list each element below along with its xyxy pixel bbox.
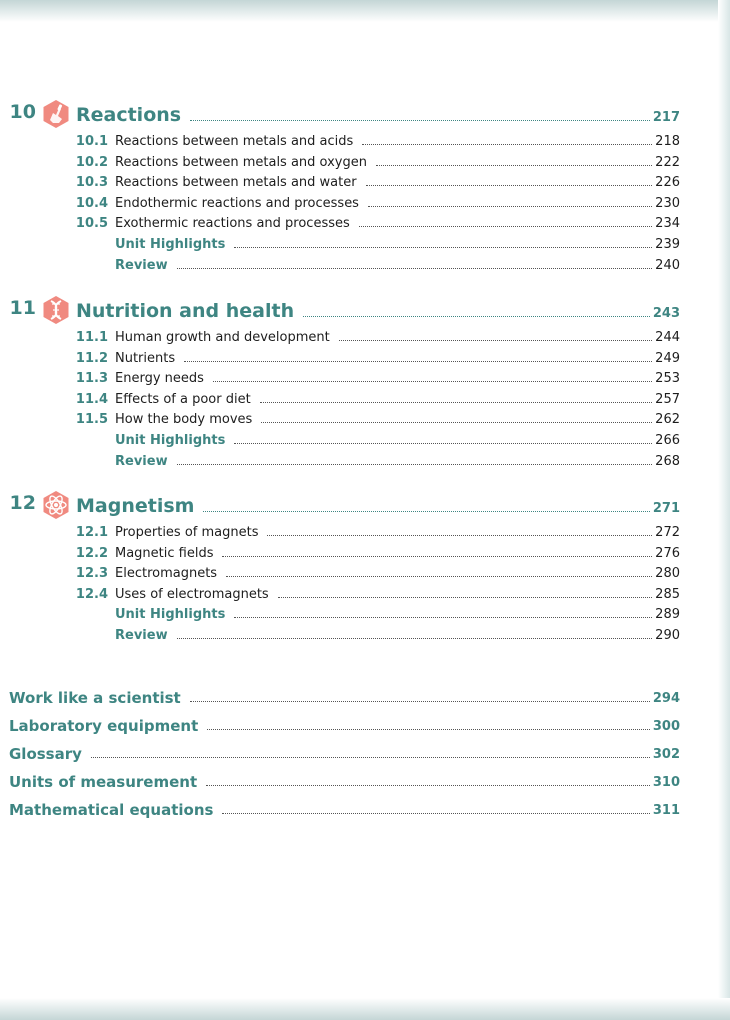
entry-page-number: 289 xyxy=(655,607,680,623)
dot-leader xyxy=(190,119,650,121)
unit-number: 10 xyxy=(9,101,36,123)
unit-12-section xyxy=(0,490,730,647)
dot-leader xyxy=(213,380,652,382)
entry-title: Endothermic reactions and processes xyxy=(115,195,359,211)
entry-number: 11.1 xyxy=(75,330,108,345)
entry-title: Magnetic fields xyxy=(115,545,214,561)
dot-leader xyxy=(234,246,652,248)
toc-entry-12-unit-highlights[interactable] xyxy=(0,605,730,626)
toc-entry-11-2[interactable] xyxy=(0,349,730,370)
entry-page-number: 226 xyxy=(655,175,680,191)
dot-leader xyxy=(339,339,652,341)
entry-title: Review xyxy=(115,257,168,273)
back-matter-title: Glossary xyxy=(9,745,82,763)
toc-entry-11-unit-highlights[interactable] xyxy=(0,431,730,452)
toc-entry-10-2[interactable] xyxy=(0,153,730,174)
entry-title: Exothermic reactions and processes xyxy=(115,216,350,232)
entry-number: 12.4 xyxy=(75,586,108,602)
dot-leader xyxy=(184,360,652,362)
entry-title: Electromagnets xyxy=(115,566,218,582)
entry-page-number: 290 xyxy=(655,627,680,643)
unit-number: 11 xyxy=(9,297,36,319)
toc-entry-11-1[interactable] xyxy=(0,328,730,349)
entry-number: 11.5 xyxy=(75,412,108,428)
entry-number: 10.2 xyxy=(75,154,108,170)
toc-entry-10-review[interactable] xyxy=(0,256,730,277)
toc-entry-10-unit-highlights[interactable] xyxy=(0,235,730,256)
entry-page-number: 280 xyxy=(655,566,680,582)
dot-leader xyxy=(362,143,652,145)
entry-title: Unit Highlights xyxy=(115,236,226,252)
back-matter-section xyxy=(0,686,730,826)
entry-page-number: 253 xyxy=(655,371,680,387)
dot-leader xyxy=(177,267,653,269)
dot-leader xyxy=(91,756,650,758)
dot-leader xyxy=(206,784,650,786)
toc-entry-12-1[interactable] xyxy=(0,523,730,544)
dot-leader xyxy=(226,575,652,577)
page-bottom-edge xyxy=(0,998,730,1020)
back-matter-page-number: 311 xyxy=(652,803,680,818)
toc-entry-12-2[interactable] xyxy=(0,544,730,565)
entry-number: 11.3 xyxy=(75,371,108,387)
entry-title: Review xyxy=(115,453,168,469)
entry-number: 11.2 xyxy=(75,350,108,366)
entry-title: Effects of a poor diet xyxy=(115,391,251,407)
unit-heading[interactable] xyxy=(0,99,730,129)
entry-page-number: 285 xyxy=(655,586,680,602)
entry-page-number: 268 xyxy=(655,453,680,469)
unit-11-section xyxy=(0,295,730,472)
dot-leader xyxy=(303,315,650,317)
unit-page-number: 271 xyxy=(652,501,680,516)
dot-leader xyxy=(260,401,652,403)
dot-leader xyxy=(177,637,653,639)
unit-page-number: 217 xyxy=(652,110,680,125)
toc-entry-units-of-measurement[interactable] xyxy=(0,770,730,798)
toc-entry-10-5[interactable] xyxy=(0,214,730,235)
dot-leader xyxy=(359,225,652,227)
entry-title: Nutrients xyxy=(115,350,176,366)
entry-title: Reactions between metals and acids xyxy=(115,134,354,149)
dot-leader xyxy=(267,534,652,536)
back-matter-title: Laboratory equipment xyxy=(9,717,199,735)
unit-number: 12 xyxy=(9,492,36,514)
toc-entry-10-1[interactable] xyxy=(0,132,730,153)
dot-leader xyxy=(222,555,652,557)
dot-leader xyxy=(207,728,650,730)
unit-heading[interactable] xyxy=(0,295,730,325)
entry-page-number: 272 xyxy=(655,525,680,540)
toc-entry-10-4[interactable] xyxy=(0,194,730,215)
toc-entry-11-4[interactable] xyxy=(0,390,730,411)
toc-entry-laboratory-equipment[interactable] xyxy=(0,714,730,742)
entry-number: 11.4 xyxy=(75,391,108,407)
dot-leader xyxy=(376,164,652,166)
entry-number: 10.4 xyxy=(75,195,108,211)
toc-entry-10-3[interactable] xyxy=(0,173,730,194)
dot-leader xyxy=(234,616,652,618)
entry-title: Unit Highlights xyxy=(115,432,226,448)
back-matter-page-number: 310 xyxy=(652,775,680,790)
toc-entry-glossary[interactable] xyxy=(0,742,730,770)
unit-page-number: 243 xyxy=(652,306,680,321)
entry-page-number: 249 xyxy=(655,350,680,366)
back-matter-page-number: 302 xyxy=(652,747,680,762)
entry-page-number: 230 xyxy=(655,195,680,211)
unit-title: Nutrition and health xyxy=(76,300,295,322)
dot-leader xyxy=(190,700,650,702)
dot-leader xyxy=(234,442,652,444)
entry-page-number: 240 xyxy=(655,257,680,273)
dot-leader xyxy=(366,184,653,186)
back-matter-page-number: 294 xyxy=(652,691,680,706)
back-matter-page-number: 300 xyxy=(652,719,680,734)
entry-number: 10.5 xyxy=(75,216,108,232)
entry-page-number: 266 xyxy=(655,432,680,448)
dna-icon xyxy=(41,295,71,325)
toc-entry-11-5[interactable] xyxy=(0,410,730,431)
dot-leader xyxy=(368,205,652,207)
atom-icon xyxy=(41,490,71,520)
entry-page-number: 234 xyxy=(655,216,680,232)
toc-entry-mathematical-equations[interactable] xyxy=(0,798,730,826)
entry-number: 10.1 xyxy=(75,134,108,149)
entry-page-number: 276 xyxy=(655,545,680,561)
unit-title: Reactions xyxy=(76,104,182,126)
toc-entry-12-3[interactable] xyxy=(0,564,730,585)
entry-page-number: 222 xyxy=(655,154,680,170)
entry-page-number: 244 xyxy=(655,330,680,345)
reactions-hand-icon xyxy=(41,99,71,129)
back-matter-title: Work like a scientist xyxy=(9,689,181,707)
toc-entry-12-4[interactable] xyxy=(0,585,730,606)
toc-entry-work-like-a-scientist[interactable] xyxy=(0,686,730,714)
back-matter-title: Units of measurement xyxy=(9,773,198,791)
entry-page-number: 218 xyxy=(655,134,680,149)
dot-leader xyxy=(278,596,652,598)
unit-title: Magnetism xyxy=(76,495,195,517)
entry-title: Reactions between metals and water xyxy=(115,175,357,191)
dot-leader xyxy=(177,463,653,465)
entry-title: Reactions between metals and oxygen xyxy=(115,154,367,170)
entry-title: Review xyxy=(115,627,168,643)
dot-leader xyxy=(222,812,649,814)
back-matter-title: Mathematical equations xyxy=(9,801,214,819)
dot-leader xyxy=(261,421,652,423)
entry-title: Human growth and development xyxy=(115,330,330,345)
entry-page-number: 239 xyxy=(655,236,680,252)
entry-number: 12.3 xyxy=(75,566,108,582)
entry-page-number: 262 xyxy=(655,412,680,428)
entry-number: 12.1 xyxy=(75,525,108,540)
entry-number: 10.3 xyxy=(75,175,108,191)
entry-page-number: 257 xyxy=(655,391,680,407)
unit-10-section xyxy=(0,99,730,276)
entry-title: How the body moves xyxy=(115,412,253,428)
entry-title: Unit Highlights xyxy=(115,607,226,623)
entry-title: Energy needs xyxy=(115,371,204,387)
entry-title: Properties of magnets xyxy=(115,525,259,540)
toc-entry-11-review[interactable] xyxy=(0,452,730,473)
entry-number: 12.2 xyxy=(75,545,108,561)
toc-entry-11-3[interactable] xyxy=(0,369,730,390)
dot-leader xyxy=(203,510,649,512)
toc-entry-12-review[interactable] xyxy=(0,626,730,647)
entry-title: Uses of electromagnets xyxy=(115,586,269,602)
page-top-edge xyxy=(0,0,730,22)
unit-heading[interactable] xyxy=(0,490,730,520)
